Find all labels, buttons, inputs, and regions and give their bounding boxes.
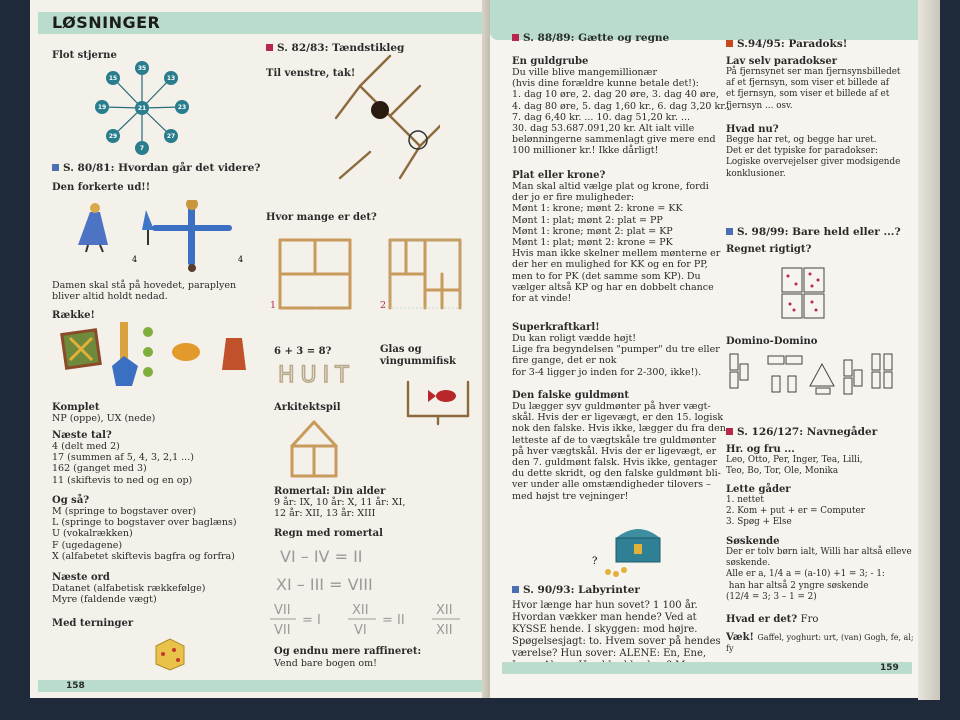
puzzle-number: 1 [270,300,277,311]
roman-frac-1-bot: VII [274,623,291,638]
star-diagram [94,58,190,158]
figure-number: 4 [132,255,138,264]
vaek-title: Væk! Gaffel, yoghurt: urt, (van) Gogh, fe, al; fy [726,632,914,653]
star-node-label: 19 [97,104,107,111]
hr-fru-title: Hr. og fru ... [726,444,795,455]
regn-romertal-title: Regn med romertal [274,528,383,539]
super-text: Du kan roligt vædde højt! Lige fra begyndelsen "pumper" du tre eller fire gange, det er nok for 3-4 ligger jo inden for 2-300, ikke!). [512,333,720,378]
domino-title: Domino-Domino [726,336,818,347]
red-square-icon [726,428,733,435]
hvad-nu-title: Hvad nu? [726,124,779,135]
huit-word: HUIT [278,363,355,386]
huit-matchsticks [276,362,376,386]
labyrinter-text: Hvor længe har hun sovet? 1 100 år. Hvordan vækker man hende? Ved at KYSSE hende. I skyggen: mod højre. Spøgelsesjagt: to. Hvem sover på hendes værelse? Hun sover: ALENE: En, Ene, [512,600,721,659]
blue-square-icon [52,164,59,171]
star-node-label: 13 [166,75,176,82]
plat-text: Man skal altid vælge plat og krone, fordi der jo er fire muligheder: Mønt 1: krone; mønt 2: krone = KK Mønt 1: plat; mønt 2: plat = PP Mønt 1: krone; mønt 2: plat = KP Mønt 1: plat; mønt 2: krone = PK Hvis man ikke skelner mellem mønterne er der her en mulighed for KK og en for PP, men to for PK (det samme som KP). Du vælger altså KP og har en dobbelt chance for at vinde! [512,181,721,305]
section-9899-title: S. 98/99: Bare held eller ...? [726,226,901,238]
sogkende-title: Søskende [726,536,780,547]
hvad-det-title: Hvad er det? Fro [726,614,819,625]
roman-frac-2-result: = II [382,613,405,628]
komplet-title: Komplet [52,402,100,413]
red-square-icon [266,44,273,51]
domino-row-illustration [726,350,906,400]
red-square-icon [512,34,519,41]
section-8889-title: S. 88/89: Gætte og regne [512,32,669,44]
roman-frac-1-top: VII [274,603,291,618]
section-9093-title: S. 90/93: Labyrinter [512,584,640,596]
plat-title: Plat eller krone? [512,170,606,181]
naeste-ord-title: Næste ord [52,572,110,583]
section-8283-title: S. 82/83: Tændstikleg [266,42,404,54]
lav-title: Lav selv paradokser [726,56,837,67]
roman-frac-2-top: XII [352,603,369,618]
equation-title: 6 + 3 = 8? [274,346,332,357]
star-node-label: 27 [166,133,176,140]
romertal-title: Romertal: Din alder [274,486,386,497]
section-9495-title: S.94/95: Paradoks! [726,38,847,50]
raekke-illustration [56,320,256,390]
guldgrube-text: Du ville blive mangemillionær (hvis dine forældre kunne betale det!): 1. dag 10 øre, 2. dag 20 øre, 3. dag 40 øre, 4. dag 80 øre, 5. dag 1,60 kr., 6. dag 3,20 kr., 7. dag 6,40 kr. ... 10. dag 51,20 kr. ... 30. dag 53.687.091,20 kr. Alt ialt ville belønningerne sammenlagt give mere end 100 millioner kr.! Ikke dårligt! [512,67,730,157]
raekke-title: Række! [52,310,95,321]
raffineret-text: Vend bare bogen om! [274,658,377,669]
falske-text: Du lægger syv guldmønter på hver vægt- skål. Hvis der er ligevægt, er den 15. logisk nok den falske. Hvis ikke, lægger du fra den letteste af de to vægtskåle tre guldmønter på hver vægtskål. Hvis der er ligevægt, er den 7. guldmønt falsk. Hvis ikke, gentager du dette skridt, og den falske guldmønt bli- ver under alle omstændigheder tilovers – med højst tre vejninger! [512,401,726,502]
super-title: Superkraftkarl! [512,322,600,333]
vaek-answer: Gaffel, yoghurt: urt, (van) Gogh, fe, al; fy [726,633,914,653]
hvor-mange-title: Hvor mange er det? [266,212,377,223]
den-forkerte-title: Den forkerte ud!! [52,182,151,193]
den-forkerte-text: Damen skal stå på hovedet, paraplyen bliver altid holdt nedad. [52,280,237,303]
glas-title: Glas og vingummifisk [380,344,456,367]
page-number-left: 158 [66,681,85,691]
glass-fish-puzzle [398,376,478,426]
roman-eq-2: XI – III = VIII [276,575,373,594]
hvad-nu-text: Begge har ret, og begge har uret. Det er det typiske for paradokser: Logiske overvejelser giver modsigende konklusioner. [726,135,901,179]
naeste-tal-text: 4 (delt med 2) 17 (summen af 5, 4, 3, 2,1 ...) 162 (ganget med 3) 11 (skiftevis to ned og en op) [52,441,194,486]
figure-number: 4 [238,255,244,264]
star-node-label: 15 [108,75,118,82]
star-center-label: 21 [137,105,147,112]
star-title: Flot stjerne [52,50,117,61]
domino-square-illustration [780,266,826,322]
figures-illustration [70,200,270,280]
hvad-det-answer: Fro [800,614,819,625]
roman-frac-3-bot: XII [436,623,453,638]
section-8081-title: S. 80/81: Hvordan går det videre? [52,162,260,174]
matchstick-puzzle-2 [274,234,474,314]
matchstick-puzzle-1 [330,52,440,202]
roman-eq-1: VI – IV = II [280,547,363,566]
roman-equations [266,540,486,640]
blue-square-icon [726,228,733,235]
right-page [490,0,920,698]
roman-frac-1-result: = I [302,613,321,628]
regnet-title: Regnet rigtigt? [726,244,812,255]
dice-illustration [152,636,188,672]
arkitekt-title: Arkitektspil [274,402,341,413]
og-saa-title: Og så? [52,495,90,506]
star-node-label: 29 [108,133,118,140]
hr-fru-text: Leo, Otto, Per, Inger, Tea, Lilli, Teo, Bo, Tor, Ole, Monika [726,455,863,477]
house-puzzle [284,416,364,482]
romertal-text: 9 år: IX, 10 år: X, 11 år: XI, 12 år: XII, 13 år: XIII [274,497,406,520]
naeste-tal-title: Næste tal? [52,430,112,441]
section-126127-title: S. 126/127: Navnegåder [726,426,877,438]
til-venstre-title: Til venstre, tak! [266,68,356,79]
bottom-bar [38,680,486,692]
roman-frac-2-bot: VI [354,623,367,638]
naeste-ord-text: Datanet (alfabetisk rækkefølge) Myre (faldende vægt) [52,583,206,606]
treasure-chest-illustration [588,518,678,580]
blue-square-icon [512,586,519,593]
book-edge [918,0,940,700]
komplet-text: NP (oppe), UX (nede) [52,413,156,424]
roman-frac-3-top: XII [436,603,453,618]
lette-text: 1. nettet 2. Kom + put + er = Computer 3. Spøg + Else [726,495,865,528]
bottom-bar [502,662,912,674]
terninger-title: Med terninger [52,618,134,629]
puzzle-number: 2 [380,300,387,311]
orange-square-icon [726,40,733,47]
og-saa-text: M (springe to bogstaver over) L (springe to bogstaver over baglæns) U (vokalrækken) F (ugedagene) X (alfabetet skiftevis bagfra og forfra) [52,506,237,562]
raffineret-title: Og endnu mere raffineret: [274,646,422,657]
lette-title: Lette gåder [726,484,791,495]
guldgrube-title: En guldgrube [512,56,589,67]
question-mark: ? [592,556,598,567]
sogkende-text: Der er tolv børn ialt, Willi har altså elleve søskende. Alle er a, 1/4 a = (a-10) +1 = 3; - 1: han har altså 2 yngre søskende (12/4 = 3; 3 – 1 = 2) [726,547,912,602]
page-number-right: 159 [880,663,899,673]
star-node-label: 7 [139,145,145,152]
lav-text: På fjernsynet ser man fjernsynsbilledet af et fjernsyn, som viser et billede af et fjernsyn, som viser et billede af et fjernsyn ... osv. [726,67,901,111]
page-header-title: LØSNINGER [52,13,161,32]
star-node-label: 35 [137,65,147,72]
star-node-label: 23 [177,104,187,111]
left-page [30,0,490,698]
falske-title: Den falske guldmønt [512,390,629,401]
